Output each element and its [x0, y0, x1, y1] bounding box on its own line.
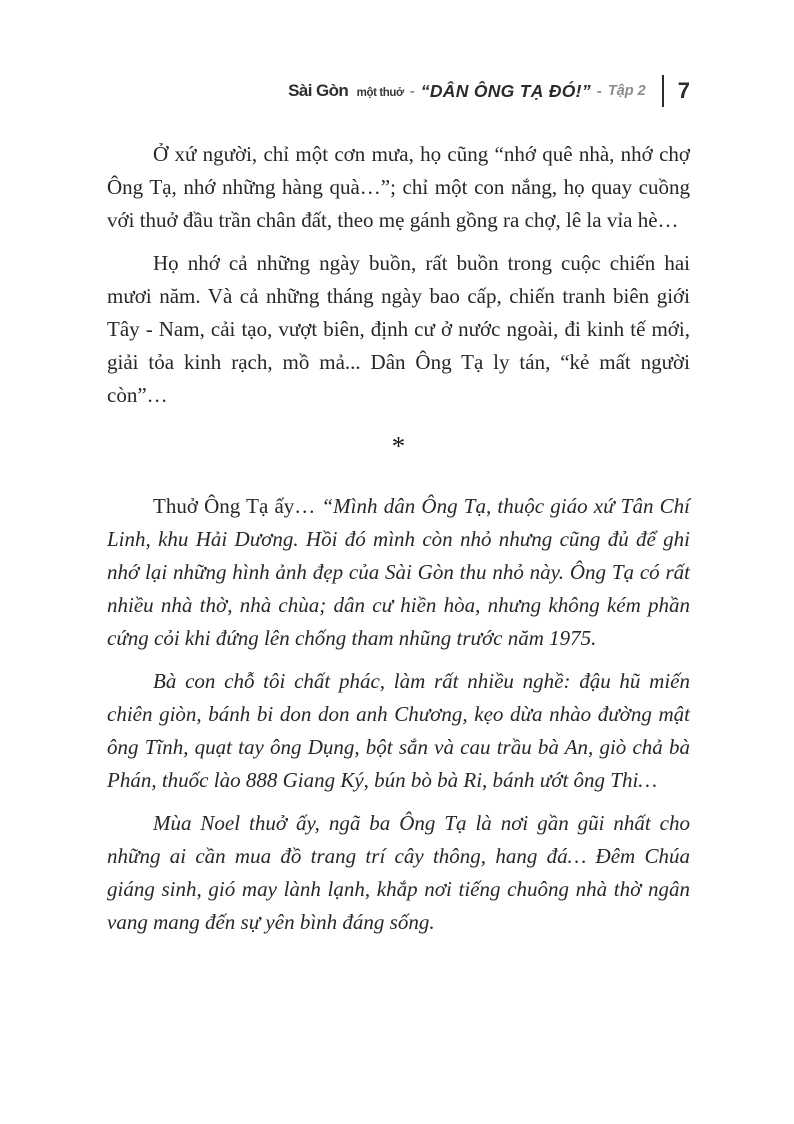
- book-title: “DÂN ÔNG TẠ ĐÓ!”: [420, 80, 591, 101]
- paragraph: Bà con chỗ tôi chất phác, làm rất nhiều nghề: đậu hũ miến chiên giòn, bánh bi don don anh Chương, kẹo dừa nhào đường mật ông Tĩnh, quạt tay ông Dụng, bột sắn và cau trầu bà An, giò chả bà Phán, thuốc lào 888 Giang Ký, bún bò bà Ri, bánh ướt ông Thi…: [107, 669, 690, 792]
- series-title-subtitle: một thuở: [356, 87, 404, 99]
- running-header: [107, 74, 690, 108]
- paragraph: Họ nhớ cả những ngày buồn, rất buồn trong cuộc chiến hai mươi năm. Và cả những tháng ngày bao cấp, chiến tranh biên giới Tây - Nam, cải tạo, vượt biên, định cư ở nước ngoài, đi kinh tế mới, giải tỏa kinh rạch, mồ mả... Dân Ông Tạ ly tán, “kẻ mất người còn”…: [107, 251, 690, 407]
- section-divider-asterisk: *: [391, 431, 406, 461]
- volume-label: Tập 2: [607, 83, 646, 99]
- paragraph: Ở xứ người, chỉ một cơn mưa, họ cũng “nhớ quê nhà, nhớ chợ Ông Tạ, nhớ những hàng quà…”; chỉ một con nắng, họ quay cuồng với thuở đầu trần chân đất, theo mẹ gánh gồng ra chợ, lê la vỉa hè…: [107, 142, 690, 232]
- paragraph-quote: “Mình dân Ông Tạ, thuộc giáo xứ Tân Chí Linh, khu Hải Dương. Hồi đó mình còn nhỏ nhưng cũng đủ để ghi nhớ lại những hình ảnh đẹp của Sài Gòn thu nhỏ này. Ông Tạ có rất nhiều nhà thờ, nhà chùa; dân cư hiền hòa, nhưng không kém phần cứng cỏi khi đứng lên chống tham nhũng trước năm 1975.: [107, 494, 690, 650]
- series-title-main: Sài Gòn: [288, 81, 349, 100]
- page-body: [107, 138, 690, 939]
- series-title: [288, 81, 404, 101]
- header-dash: -: [409, 82, 415, 100]
- page-number: 7: [677, 78, 690, 103]
- paragraph: Mùa Noel thuở ấy, ngã ba Ông Tạ là nơi gần gũi nhất cho những ai cần mua đồ trang trí cây thông, hang đá… Đêm Chúa giáng sinh, gió may lành lạnh, khắp nơi tiếng chuông nhà thờ ngân vang mang đến sự yên bình đáng sống.: [107, 811, 690, 934]
- paragraph-lead: Thuở Ông Tạ ấy…: [153, 494, 316, 518]
- paragraph: [107, 490, 690, 655]
- header-dash: -: [596, 82, 602, 100]
- header-divider-rule: [662, 75, 664, 107]
